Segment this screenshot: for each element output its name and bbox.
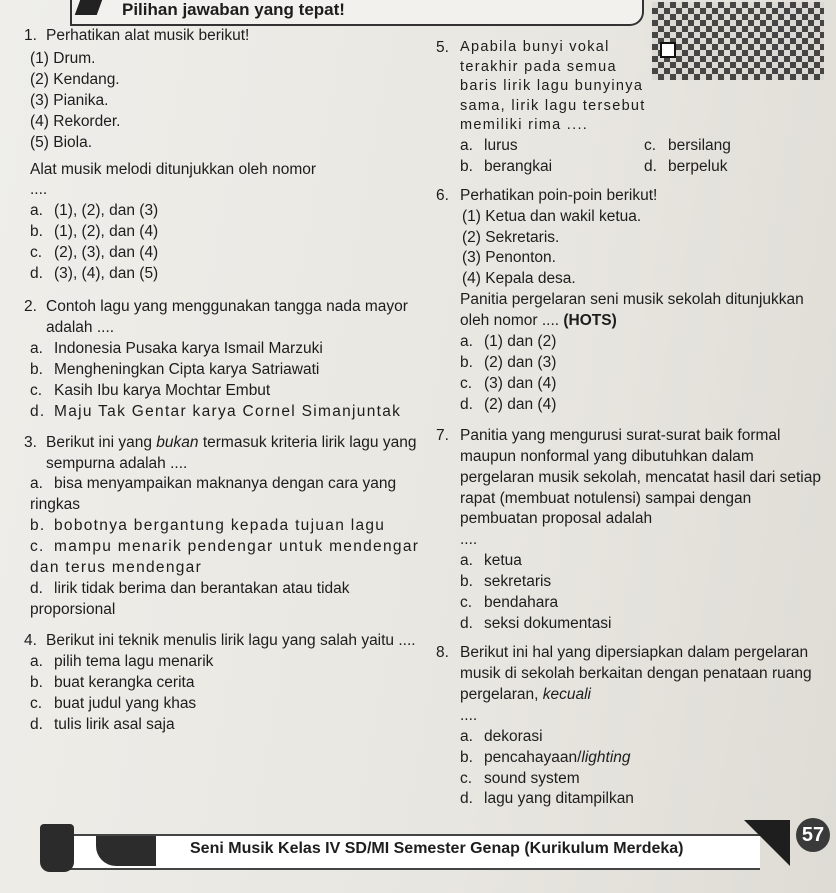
option-text: (2) dan (3) xyxy=(484,354,557,372)
option-c[interactable] xyxy=(436,593,828,614)
question-1 xyxy=(24,26,432,285)
option-b[interactable] xyxy=(436,572,828,593)
option-text: ketua xyxy=(484,552,522,570)
list-item: (3) Penonton. xyxy=(462,249,556,267)
list-item: (4) Rekorder. xyxy=(30,112,121,130)
option-text: berangkai xyxy=(484,157,553,175)
question-7 xyxy=(436,426,828,635)
left-column xyxy=(24,26,432,736)
option-letter: d. xyxy=(644,157,657,175)
option-d[interactable] xyxy=(436,395,828,416)
option-text: seksi dokumentasi xyxy=(484,615,612,633)
hots-tag: (HOTS) xyxy=(563,312,617,330)
option-letter: d. xyxy=(460,790,473,808)
option-a[interactable] xyxy=(436,727,828,748)
option-text: (3), (4), dan (5) xyxy=(54,265,159,283)
option-text: (2) dan (4) xyxy=(484,395,557,413)
option-letter: c. xyxy=(30,381,43,399)
question-8 xyxy=(436,643,828,810)
question-6 xyxy=(436,186,828,416)
question-5-options xyxy=(436,136,828,178)
option-text: lirik tidak berima dan berantakan atau tidak proporsional xyxy=(30,580,350,618)
question-text: Panitia yang mengurusi surat-surat baik formal maupun nonformal yang dibutuhkan dalam pergelaran musik sekolah, mencatat hasil dari setiap rapat (membuat notulensi) sampai dengan pembuatan proposal adalah xyxy=(460,426,821,528)
option-text: mampu menarik pendengar untuk mendengar dan terus mendengar xyxy=(30,538,420,577)
question-2 xyxy=(24,297,432,423)
option-d[interactable] xyxy=(24,715,432,736)
question-text: Berikut ini teknik menulis lirik lagu yang salah yaitu .... xyxy=(46,631,416,649)
option-text: pencahayaan/ xyxy=(484,748,582,766)
option-a[interactable] xyxy=(24,474,432,516)
option-letter: a. xyxy=(30,202,43,220)
option-b[interactable] xyxy=(460,157,644,178)
question-3 xyxy=(24,433,432,621)
option-text: bersilang xyxy=(668,136,731,154)
option-letter: d. xyxy=(30,402,46,420)
option-d[interactable] xyxy=(24,579,432,621)
option-a[interactable] xyxy=(24,652,432,673)
page-number: 57 xyxy=(796,818,830,852)
option-d[interactable] xyxy=(24,264,432,285)
footer-triangle xyxy=(744,820,790,866)
option-text: lagu yang ditampilkan xyxy=(484,790,634,808)
option-letter: a. xyxy=(460,333,473,351)
question-prompt: Alat musik melodi ditunjukkan oleh nomor xyxy=(30,160,317,178)
option-a[interactable] xyxy=(460,136,644,157)
option-text: bendahara xyxy=(484,594,559,612)
option-letter: c. xyxy=(460,594,473,612)
option-d[interactable] xyxy=(436,789,828,810)
option-text: Kasih Ibu karya Mochtar Embut xyxy=(54,381,271,399)
option-text: sekretaris xyxy=(484,573,552,591)
option-letter: b. xyxy=(460,573,473,591)
option-text: Indonesia Pusaka karya Ismail Marzuki xyxy=(54,339,323,357)
option-text: (2), (3), dan (4) xyxy=(54,244,159,262)
question-number: 8. xyxy=(436,644,449,662)
option-c[interactable] xyxy=(24,537,432,579)
question-number: 5. xyxy=(436,39,449,56)
option-letter: b. xyxy=(460,354,473,372)
option-text: dekorasi xyxy=(484,727,543,745)
option-c[interactable] xyxy=(24,243,432,264)
option-b[interactable] xyxy=(24,516,432,537)
option-text: (1), (2), dan (4) xyxy=(54,223,159,241)
option-text: (3) dan (4) xyxy=(484,374,557,392)
option-b[interactable] xyxy=(24,360,432,381)
ellipsis: .... xyxy=(30,181,48,199)
option-letter: d. xyxy=(30,265,43,283)
option-text: (1) dan (2) xyxy=(484,333,557,351)
question-prompt: Panitia pergelaran seni musik sekolah ditunjukkan oleh nomor .... (HOTS) xyxy=(460,291,804,330)
option-letter: b. xyxy=(460,157,473,175)
option-text: Mengheningkan Cipta karya Satriawati xyxy=(54,360,320,378)
pencil-cup-icon xyxy=(40,824,74,872)
option-text: berpeluk xyxy=(668,157,728,175)
option-letter: c. xyxy=(460,374,473,392)
option-letter: c. xyxy=(30,694,43,712)
book-title: Seni Musik Kelas IV SD/MI Semester Genap (Kurikulum Merdeka) xyxy=(190,840,684,857)
question-number: 4. xyxy=(24,631,37,649)
option-text: pilih tema lagu menarik xyxy=(54,652,214,670)
option-letter: a. xyxy=(30,339,43,357)
question-text: Perhatikan poin-poin berikut! xyxy=(460,186,658,204)
option-d[interactable] xyxy=(24,402,432,423)
option-text: Maju Tak Gentar karya Cornel Simanjuntak xyxy=(54,402,402,420)
emphasis: kecuali xyxy=(542,685,591,703)
option-letter: c. xyxy=(30,538,45,556)
question-5 xyxy=(436,38,650,136)
question-4 xyxy=(24,631,432,736)
option-letter: d. xyxy=(30,580,43,598)
option-b[interactable] xyxy=(436,353,828,374)
question-number: 3. xyxy=(24,433,37,451)
option-letter: c. xyxy=(460,769,473,787)
right-column xyxy=(436,38,828,810)
list-item: (2) Kendang. xyxy=(30,70,120,88)
emphasis: lighting xyxy=(581,748,631,766)
option-a[interactable] xyxy=(24,201,432,222)
option-letter: a. xyxy=(460,136,473,154)
ellipsis: .... xyxy=(460,531,478,549)
option-b[interactable] xyxy=(24,673,432,694)
option-a[interactable] xyxy=(24,339,432,360)
option-letter: c. xyxy=(644,136,657,154)
section-title: Pilihan jawaban yang tepat! xyxy=(122,0,345,19)
question-text: Apabila bunyi vokal terakhir pada semua baris lirik lagu bunyinya sama, lirik lagu tersebut memiliki rima .... xyxy=(460,39,646,134)
list-item: (3) Pianika. xyxy=(30,91,109,109)
list-item: (5) Biola. xyxy=(30,133,93,151)
ellipsis: .... xyxy=(460,706,478,724)
option-text: sound system xyxy=(484,769,580,787)
option-d[interactable] xyxy=(644,157,828,178)
question-text: Perhatikan alat musik berikut! xyxy=(46,27,250,44)
option-letter: a. xyxy=(30,652,43,670)
option-c[interactable] xyxy=(24,381,432,402)
option-letter: b. xyxy=(460,748,473,766)
option-letter: d. xyxy=(460,615,473,633)
option-letter: b. xyxy=(30,223,43,241)
list-item: (1) Ketua dan wakil ketua. xyxy=(462,207,642,225)
option-text: bisa menyampaikan maknanya dengan cara yang ringkas xyxy=(30,475,397,514)
question-number: 6. xyxy=(436,186,449,204)
option-letter: a. xyxy=(30,475,43,493)
option-a[interactable] xyxy=(436,551,828,572)
option-text: buat judul yang khas xyxy=(54,694,197,712)
list-item: (4) Kepala desa. xyxy=(462,270,576,288)
option-letter: b. xyxy=(30,517,46,535)
option-c[interactable] xyxy=(644,136,828,157)
question-number: 7. xyxy=(436,426,449,444)
option-letter: a. xyxy=(460,552,473,570)
question-text: Contoh lagu yang menggunakan tangga nada mayor adalah .... xyxy=(46,298,408,336)
emphasis: bukan xyxy=(156,433,199,451)
question-text: Berikut ini hal yang dipersiapkan dalam pergelaran musik di sekolah berkaitan dengan penataan ruang pergelaran, kecuali xyxy=(460,644,812,703)
option-letter: b. xyxy=(30,673,43,691)
option-letter: b. xyxy=(30,360,43,378)
option-c[interactable] xyxy=(24,694,432,715)
footer-accent xyxy=(96,836,156,866)
question-number: 1. xyxy=(24,27,37,44)
option-text: bobotnya bergantung kepada tujuan lagu xyxy=(54,517,386,535)
option-a[interactable] xyxy=(436,332,828,353)
option-letter: c. xyxy=(30,244,43,262)
question-number: 2. xyxy=(24,298,37,316)
option-text: tulis lirik asal saja xyxy=(54,715,175,733)
option-text: lurus xyxy=(484,136,518,154)
footer xyxy=(0,812,836,893)
option-letter: d. xyxy=(30,715,43,733)
option-c[interactable] xyxy=(436,769,828,790)
option-d[interactable] xyxy=(436,614,828,635)
option-text: (1), (2), dan (3) xyxy=(54,202,159,220)
option-c[interactable] xyxy=(436,374,828,395)
list-item: (1) Drum. xyxy=(30,49,96,67)
option-letter: d. xyxy=(460,395,473,413)
list-item: (2) Sekretaris. xyxy=(462,228,560,246)
option-b[interactable] xyxy=(24,222,432,243)
question-text: Berikut ini yang bukan termasuk kriteria lirik lagu yang sempurna adalah .... xyxy=(46,433,417,472)
option-letter: a. xyxy=(460,727,473,745)
option-b[interactable] xyxy=(436,748,828,769)
option-text: buat kerangka cerita xyxy=(54,673,195,691)
